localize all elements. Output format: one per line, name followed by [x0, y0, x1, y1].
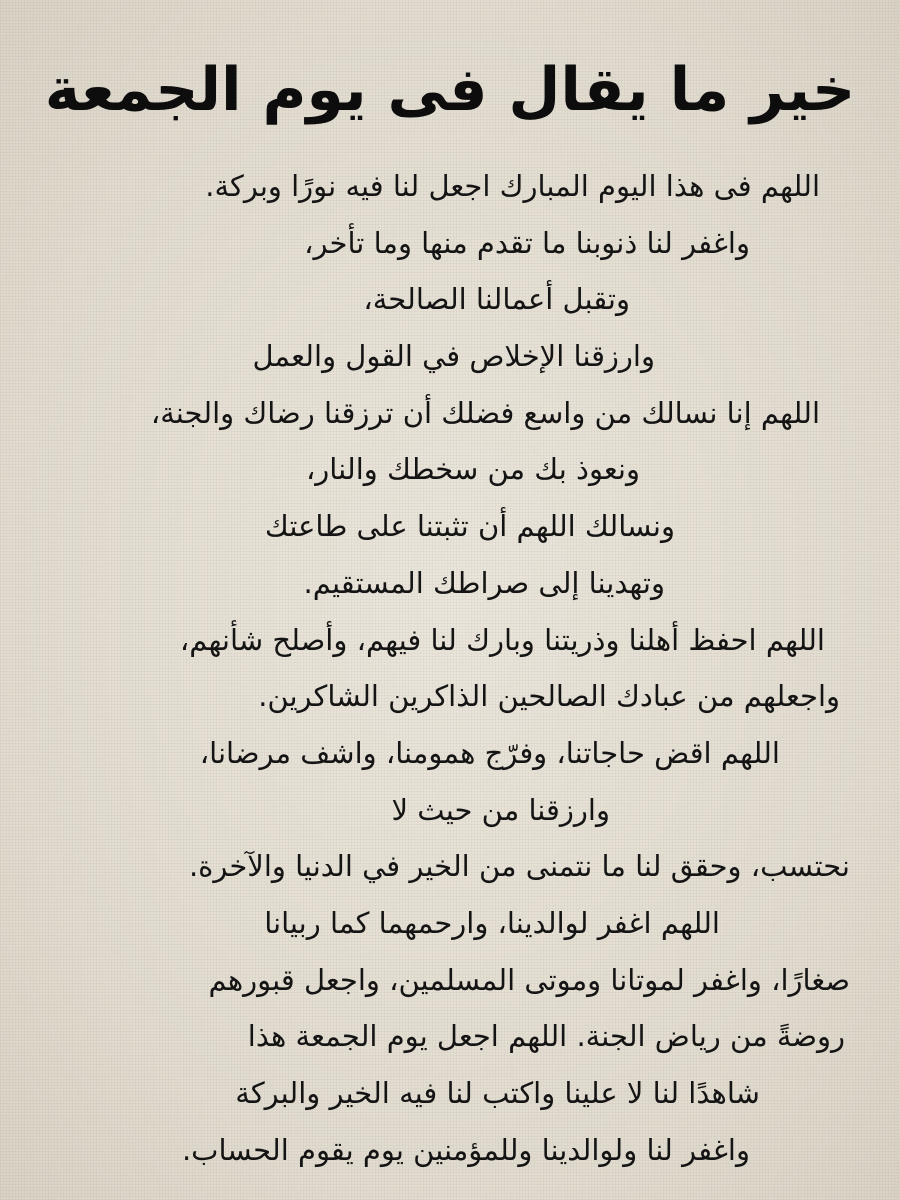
prayer-line: صغارًا، واغفر لموتانا وموتى المسلمين، واجعل قبورهم — [208, 962, 850, 997]
prayer-line: اللهم اغفر لوالدينا، وارحمهما كما ربيانا — [264, 905, 720, 940]
prayer-line: روضةً من رياض الجنة. اللهم اجعل يوم الجمعة هذا — [247, 1019, 845, 1054]
page-title: خير ما يقال فى يوم الجمعة — [44, 55, 856, 125]
prayer-line: ونعوذ بك من سخطك والنار، — [305, 452, 640, 487]
prayer-line: اللهم اقض حاجاتنا، وفرّج همومنا، واشف مرضانا، — [199, 735, 780, 770]
prayer-text — [20, 158, 880, 1178]
prayer-line: وارزقنا الإخلاص في القول والعمل — [252, 339, 655, 374]
prayer-line: ونسالك اللهم أن تثبتنا على طاعتك — [264, 509, 675, 544]
prayer-line: وارزقنا من حيث لا — [391, 792, 610, 827]
prayer-line: واجعلهم من عبادك الصالحين الذاكرين الشاكرين. — [258, 679, 840, 714]
prayer-line: نحتسب، وحقق لنا ما نتمنى من الخير في الدنيا والآخرة. — [188, 849, 850, 884]
prayer-line: وتهدينا إلى صراطك المستقيم. — [303, 565, 665, 600]
prayer-line: واغفر لنا ولوالدينا وللمؤمنين يوم يقوم الحساب. — [181, 1132, 750, 1167]
prayer-line: اللهم فى هذا اليوم المبارك اجعل لنا فيه نورًا وبركة. — [205, 169, 820, 203]
prayer-line: اللهم احفظ أهلنا وذريتنا وبارك لنا فيهم، وأصلح شأنهم، — [179, 622, 825, 657]
prayer-line: واغفر لنا ذنوبنا ما تقدم منها وما تأخر، — [304, 225, 750, 260]
prayer-line: شاهدًا لنا لا علينا واكتب لنا فيه الخير والبركة — [235, 1076, 760, 1110]
prayer-line: وتقبل أعمالنا الصالحة، — [363, 282, 630, 317]
prayer-line: اللهم إنا نسالك من واسع فضلك أن ترزقنا رضاك والجنة، — [150, 395, 820, 430]
